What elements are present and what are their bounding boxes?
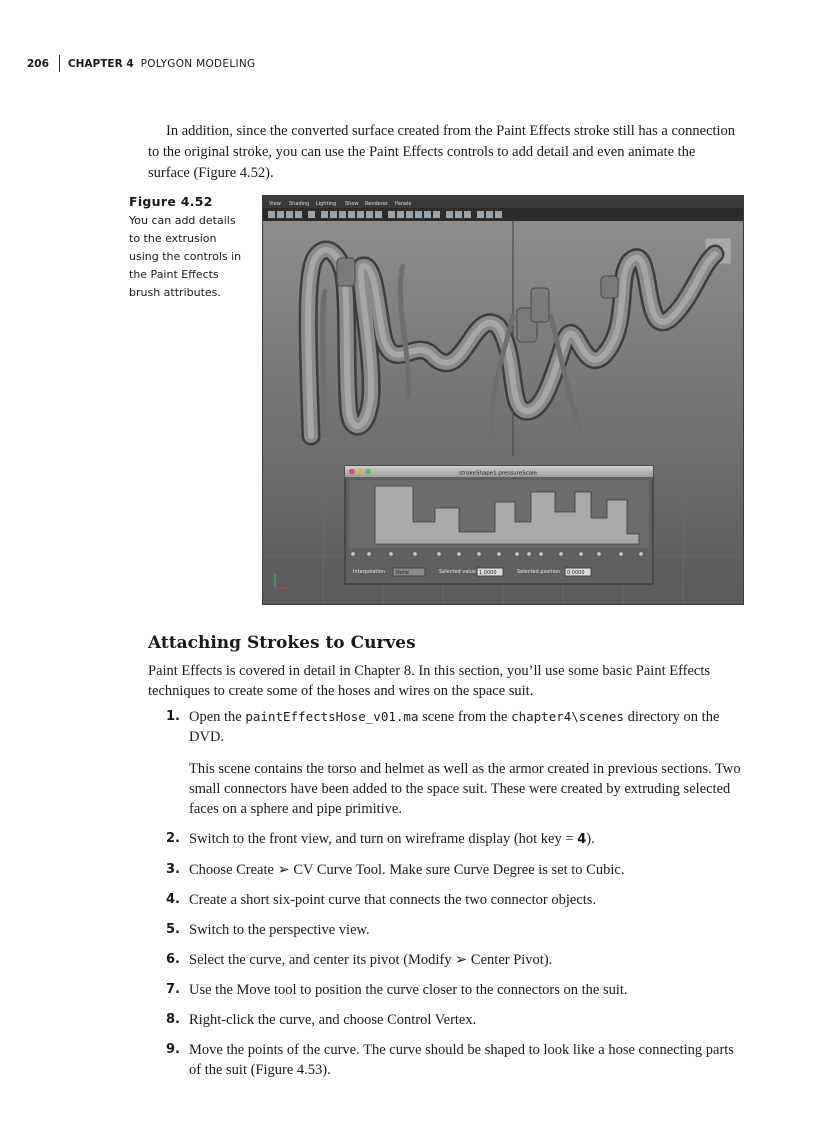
step-3 [148, 860, 743, 880]
step-5 [148, 920, 743, 940]
view-cube-label: FRONT [708, 249, 726, 255]
step-number: 3. [166, 862, 180, 877]
figure-caption-text: You can add details to the extrusion using the controls in the Paint Effects brush attributes. [129, 214, 242, 299]
intro-paragraph: In addition, since the converted surface created from the Paint Effects stroke still has a connection to the original stroke, you can use the Paint Effects controls to add detail and even animate the surface (Figure 4.52). [148, 123, 736, 181]
scene-filename: paintEffectsHose_v01.ma [245, 709, 419, 724]
step-number: 6. [166, 952, 180, 967]
step-list [148, 707, 743, 1090]
viewport-image [263, 196, 743, 604]
selected-value-label: Selected value [439, 569, 476, 575]
figure-number: Figure 4.52 [129, 194, 213, 209]
step-4 [148, 890, 743, 910]
step-text: Switch to the front view, and turn on wireframe display (hot key = 4). [189, 831, 595, 847]
step-text: Right-click the curve, and choose Control Vertex. [189, 1012, 477, 1028]
menu-view: View [269, 201, 281, 207]
section-heading: Attaching Strokes to Curves [148, 633, 416, 653]
selected-value: 1.0000 [479, 570, 497, 576]
step-text: Choose Create ➢ CV Curve Tool. Make sure Curve Degree is set to Cubic. [189, 862, 625, 878]
running-header [27, 55, 255, 72]
maximize-icon[interactable] [365, 469, 371, 475]
step-number: 4. [166, 892, 180, 907]
step-number: 2. [166, 831, 180, 846]
step-9 [148, 1040, 743, 1080]
page-number: 206 [27, 57, 49, 70]
graph-title: strokeShape1.pressureScale [459, 470, 537, 477]
header-divider [59, 55, 60, 72]
step-7 [148, 980, 743, 1000]
step-1 [148, 707, 743, 819]
selected-position-label: Selected position [517, 569, 561, 575]
close-icon[interactable] [349, 469, 355, 475]
figure-caption [129, 193, 249, 302]
step-text: Move the points of the curve. The curve should be shaped to look like a hose connecting parts of the suit (Figure 4.53). [189, 1042, 734, 1078]
step-text: Create a short six-point curve that connects the two connector objects. [189, 892, 597, 908]
step-number: 8. [166, 1012, 180, 1027]
interpolation-label: Interpolation [353, 569, 385, 575]
minimize-icon[interactable] [357, 469, 363, 475]
step-number: 1. [166, 709, 180, 724]
selected-position: 0.0000 [567, 570, 585, 576]
hot-key: 4 [577, 832, 587, 847]
chapter-label: CHAPTER 4 [67, 57, 134, 70]
step-number: 7. [166, 982, 180, 997]
step-number: 5. [166, 922, 180, 937]
chapter-title: POLYGON MODELING [140, 57, 256, 70]
section-intro-paragraph: Paint Effects is covered in detail in Chapter 8. In this section, you’ll use some basic Paint Effects techniques to create some of the hoses and wires on the space suit. [148, 663, 711, 699]
menu-panels: Panels [395, 201, 412, 207]
menu-renderer: Renderer [365, 201, 388, 207]
menu-show: Show [345, 201, 359, 207]
step-text: Open the paintEffectsHose_v01.ma scene from the chapter4\scenes directory on the DVD. [189, 709, 720, 745]
interpolation-value: None [396, 570, 410, 576]
step-text: Use the Move tool to position the curve closer to the connectors on the suit. [189, 982, 628, 998]
scene-directory: chapter4\scenes [511, 709, 624, 724]
menu-shading: Shading [289, 201, 310, 207]
step-text: Select the curve, and center its pivot (Modify ➢ Center Pivot). [189, 952, 553, 968]
step-2 [148, 829, 743, 850]
step-note: This scene contains the torso and helmet as well as the armor created in previous sections. Two small connectors have been added to the space suit. These were created by extruding selected faces on a sphere and pipe primitive. [189, 761, 741, 817]
graph-editor-panel[interactable] [345, 466, 653, 584]
step-6 [148, 950, 743, 970]
menu-lighting: Lighting [316, 201, 337, 207]
step-number: 9. [166, 1042, 180, 1057]
figure-4-52-screenshot [262, 195, 744, 605]
step-text: Switch to the perspective view. [189, 922, 370, 938]
step-8 [148, 1010, 743, 1030]
